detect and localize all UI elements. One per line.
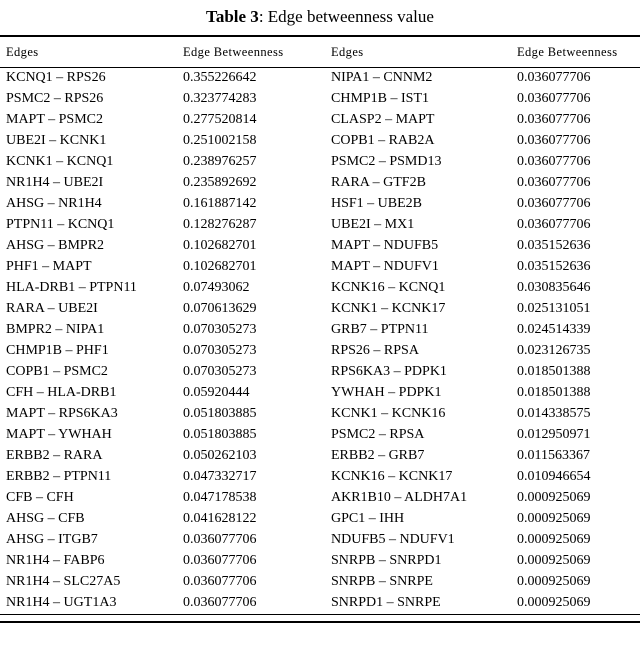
- betweenness-cell: 0.000925069: [517, 490, 591, 505]
- edge-cell: YWHAH – PDPK1: [331, 385, 442, 400]
- edge-cell: CLASP2 – MAPT: [331, 112, 435, 127]
- betweenness-cell: 0.011563367: [517, 448, 590, 463]
- betweenness-cell: 0.238976257: [183, 154, 257, 169]
- betweenness-cell: 0.036077706: [517, 91, 591, 106]
- edge-betweenness-table-body: [0, 68, 640, 614]
- edge-cell: KCNK1 – KCNK16: [331, 406, 446, 421]
- table-row: [0, 446, 640, 467]
- edge-cell: CFB – CFH: [6, 490, 74, 505]
- edge-cell: UBE2I – KCNK1: [6, 133, 107, 148]
- betweenness-cell: 0.024514339: [517, 322, 591, 337]
- edge-cell: AHSG – CFB: [6, 511, 85, 526]
- header-row: [0, 37, 640, 67]
- betweenness-cell: 0.025131051: [517, 301, 591, 316]
- table-row: [0, 194, 640, 215]
- edge-cell: HLA-DRB1 – PTPN11: [6, 280, 137, 295]
- betweenness-cell: 0.047332717: [183, 469, 257, 484]
- edge-cell: MAPT – RPS6KA3: [6, 406, 118, 421]
- edge-cell: COPB1 – RAB2A: [331, 133, 435, 148]
- betweenness-cell: 0.000925069: [517, 511, 591, 526]
- betweenness-cell: 0.036077706: [183, 574, 257, 589]
- edge-cell: CHMP1B – IST1: [331, 91, 430, 106]
- edge-cell: COPB1 – PSMC2: [6, 364, 108, 379]
- betweenness-cell: 0.036077706: [183, 553, 257, 568]
- edge-cell: SNRPB – SNRPD1: [331, 553, 442, 568]
- table-row: [0, 362, 640, 383]
- edge-cell: NR1H4 – UGT1A3: [6, 595, 117, 610]
- betweenness-cell: 0.000925069: [517, 532, 591, 547]
- edge-cell: PSMC2 – RPS26: [6, 91, 104, 106]
- header-edges-right: Edges: [331, 45, 364, 59]
- edge-cell: KCNQ1 – RPS26: [6, 70, 106, 85]
- betweenness-cell: 0.047178538: [183, 490, 257, 505]
- betweenness-cell: 0.05920444: [183, 385, 250, 400]
- betweenness-cell: 0.07493062: [183, 280, 250, 295]
- table-row: [0, 530, 640, 551]
- betweenness-cell: 0.161887142: [183, 196, 257, 211]
- header-edges-left: Edges: [6, 45, 39, 59]
- table-body: [0, 68, 640, 614]
- edge-cell: PHF1 – MAPT: [6, 259, 92, 274]
- edge-cell: PSMC2 – RPSA: [331, 427, 425, 442]
- table-row: [0, 257, 640, 278]
- betweenness-cell: 0.277520814: [183, 112, 257, 127]
- table-row: [0, 152, 640, 173]
- betweenness-cell: 0.035152636: [517, 259, 591, 274]
- betweenness-cell: 0.000925069: [517, 553, 591, 568]
- betweenness-cell: 0.051803885: [183, 427, 257, 442]
- table-row: [0, 320, 640, 341]
- edge-cell: CHMP1B – PHF1: [6, 343, 109, 358]
- edge-cell: KCNK16 – KCNQ1: [331, 280, 446, 295]
- betweenness-cell: 0.251002158: [183, 133, 257, 148]
- edge-cell: RARA – UBE2I: [6, 301, 98, 316]
- table-row: [0, 278, 640, 299]
- betweenness-cell: 0.128276287: [183, 217, 257, 232]
- table-row: [0, 131, 640, 152]
- edge-cell: KCNK16 – KCNK17: [331, 469, 453, 484]
- edge-cell: PTPN11 – KCNQ1: [6, 217, 115, 232]
- edge-cell: HSF1 – UBE2B: [331, 196, 423, 211]
- edge-cell: CFH – HLA-DRB1: [6, 385, 117, 400]
- betweenness-cell: 0.035152636: [517, 238, 591, 253]
- table-row: [0, 404, 640, 425]
- table-row: [0, 593, 640, 614]
- edge-cell: KCNK1 – KCNK17: [331, 301, 446, 316]
- betweenness-cell: 0.030835646: [517, 280, 591, 295]
- edge-cell: NR1H4 – SLC27A5: [6, 574, 121, 589]
- edge-cell: ERBB2 – PTPN11: [6, 469, 112, 484]
- table-row: [0, 551, 640, 572]
- edge-cell: SNRPD1 – SNRPE: [331, 595, 441, 610]
- betweenness-cell: 0.018501388: [517, 385, 591, 400]
- table-row: [0, 467, 640, 488]
- betweenness-cell: 0.051803885: [183, 406, 257, 421]
- betweenness-cell: 0.050262103: [183, 448, 257, 463]
- edge-cell: ERBB2 – GRB7: [331, 448, 425, 463]
- edge-cell: GPC1 – IHH: [331, 511, 405, 526]
- betweenness-cell: 0.036077706: [517, 175, 591, 190]
- table-row: [0, 215, 640, 236]
- edge-cell: RPS6KA3 – PDPK1: [331, 364, 447, 379]
- betweenness-cell: 0.010946654: [517, 469, 591, 484]
- edge-cell: PSMC2 – PSMD13: [331, 154, 442, 169]
- edge-cell: NDUFB5 – NDUFV1: [331, 532, 455, 547]
- table-caption: [0, 0, 640, 35]
- table-row: [0, 299, 640, 320]
- edge-cell: AHSG – ITGB7: [6, 532, 98, 547]
- betweenness-cell: 0.036077706: [183, 595, 257, 610]
- betweenness-cell: 0.023126735: [517, 343, 591, 358]
- edge-betweenness-table: [0, 37, 640, 67]
- edge-cell: MAPT – PSMC2: [6, 112, 104, 127]
- table-row: [0, 68, 640, 89]
- header-betweenness-left: Edge Betweenness: [183, 45, 284, 59]
- betweenness-cell: 0.070613629: [183, 301, 257, 316]
- table-row: [0, 110, 640, 131]
- table-row: [0, 425, 640, 446]
- betweenness-cell: 0.018501388: [517, 364, 591, 379]
- edge-cell: AKR1B10 – ALDH7A1: [331, 490, 468, 505]
- betweenness-cell: 0.012950971: [517, 427, 591, 442]
- table-row: [0, 572, 640, 593]
- edge-cell: RPS26 – RPSA: [331, 343, 419, 358]
- table-row: [0, 383, 640, 404]
- edge-cell: SNRPB – SNRPE: [331, 574, 433, 589]
- betweenness-cell: 0.014338575: [517, 406, 591, 421]
- edge-cell: NR1H4 – UBE2I: [6, 175, 104, 190]
- edge-cell: ERBB2 – RARA: [6, 448, 103, 463]
- edge-cell: MAPT – NDUFV1: [331, 259, 439, 274]
- table-row: [0, 509, 640, 530]
- edge-cell: BMPR2 – NIPA1: [6, 322, 105, 337]
- betweenness-cell: 0.235892692: [183, 175, 257, 190]
- table-caption-text: : Edge betweenness value: [258, 7, 434, 26]
- edge-cell: GRB7 – PTPN11: [331, 322, 429, 337]
- table-row: [0, 173, 640, 194]
- table-row: [0, 236, 640, 257]
- betweenness-cell: 0.070305273: [183, 343, 257, 358]
- bottom-rule-thick: [0, 621, 640, 623]
- betweenness-cell: 0.000925069: [517, 574, 591, 589]
- betweenness-cell: 0.355226642: [183, 70, 257, 85]
- edge-cell: MAPT – NDUFB5: [331, 238, 439, 253]
- table-caption-number: Table 3: [206, 7, 259, 26]
- betweenness-cell: 0.036077706: [183, 532, 257, 547]
- betweenness-cell: 0.041628122: [183, 511, 257, 526]
- betweenness-cell: 0.036077706: [517, 112, 591, 127]
- edge-cell: AHSG – BMPR2: [6, 238, 105, 253]
- header-betweenness-right: Edge Betweenness: [517, 45, 618, 59]
- table-row: [0, 341, 640, 362]
- edge-cell: KCNK1 – KCNQ1: [6, 154, 114, 169]
- betweenness-cell: 0.102682701: [183, 238, 257, 253]
- betweenness-cell: 0.036077706: [517, 217, 591, 232]
- table-row: [0, 488, 640, 509]
- edge-cell: NR1H4 – FABP6: [6, 553, 105, 568]
- edge-cell: MAPT – YWHAH: [6, 427, 112, 442]
- betweenness-cell: 0.036077706: [517, 154, 591, 169]
- betweenness-cell: 0.070305273: [183, 322, 257, 337]
- edge-cell: UBE2I – MX1: [331, 217, 415, 232]
- edge-cell: RARA – GTF2B: [331, 175, 426, 190]
- table-row: [0, 89, 640, 110]
- edge-cell: NIPA1 – CNNM2: [331, 70, 433, 85]
- betweenness-cell: 0.036077706: [517, 133, 591, 148]
- edge-cell: AHSG – NR1H4: [6, 196, 102, 211]
- betweenness-cell: 0.323774283: [183, 91, 257, 106]
- betweenness-cell: 0.000925069: [517, 595, 591, 610]
- betweenness-cell: 0.036077706: [517, 196, 591, 211]
- betweenness-cell: 0.070305273: [183, 364, 257, 379]
- betweenness-cell: 0.036077706: [517, 70, 591, 85]
- betweenness-cell: 0.102682701: [183, 259, 257, 274]
